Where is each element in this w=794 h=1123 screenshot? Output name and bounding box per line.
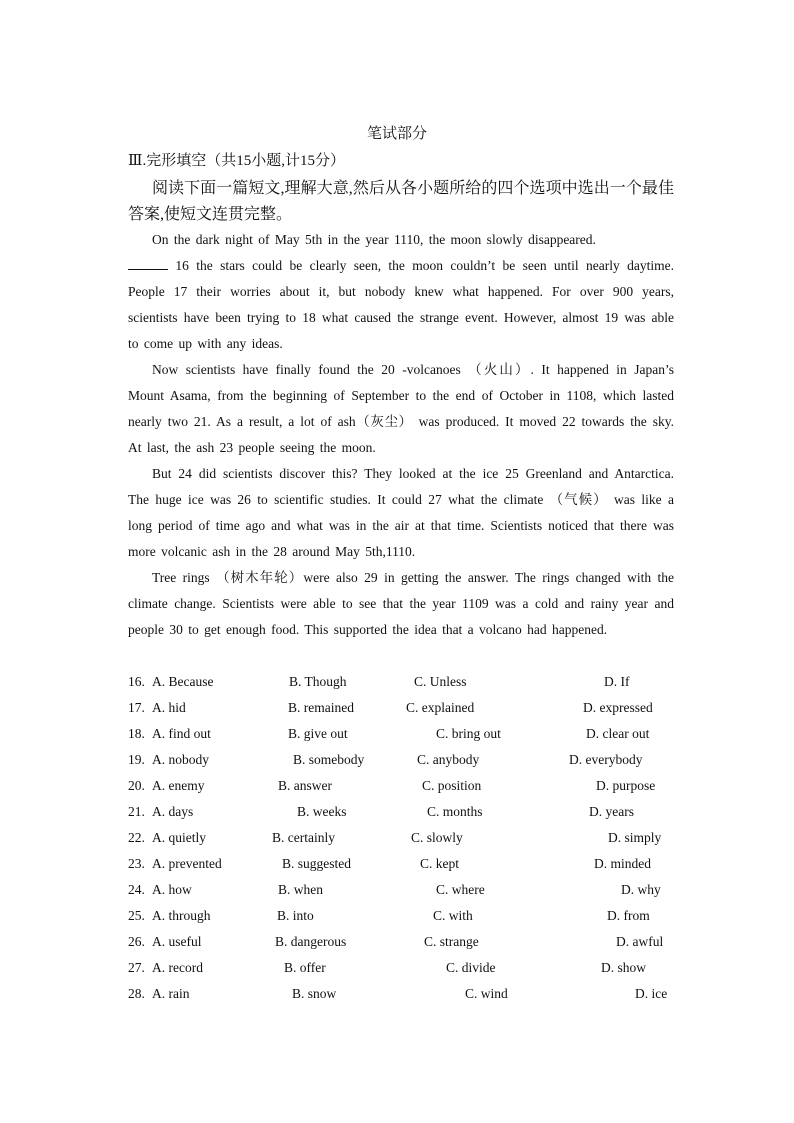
question-row [128, 721, 674, 747]
option-c: C. divide [446, 960, 496, 975]
option-c: C. explained [406, 700, 475, 715]
option-a: A. useful [152, 934, 202, 949]
option-a: A. find out [152, 726, 211, 741]
option-b: B. give out [288, 726, 348, 741]
question-row [128, 799, 674, 825]
paragraph-1-rest: 16 the stars could be clearly seen, the moon couldn’t be seen until nearly daytime. People 17 their worries about it, but nobody knew what happened. For over 900 years, scientists have been trying to 18 what caused the strange event. However, almost 19 was able to come up with any ideas. [128, 258, 674, 351]
question-row [128, 877, 674, 903]
option-a: A. enemy [152, 778, 205, 793]
option-b: B. offer [284, 960, 326, 975]
question-row [128, 851, 674, 877]
question-number: 18. [128, 726, 145, 741]
option-b: B. dangerous [275, 934, 347, 949]
option-c: C. strange [424, 934, 479, 949]
option-d: D. minded [594, 856, 651, 871]
option-b: B. remained [288, 700, 354, 715]
question-number: 19. [128, 752, 145, 767]
question-row [128, 981, 674, 1007]
option-d: D. expressed [583, 700, 653, 715]
question-options [128, 669, 674, 1007]
option-b: B. snow [292, 986, 337, 1001]
option-c: C. months [427, 804, 483, 819]
question-number: 17. [128, 700, 145, 715]
option-c: C. anybody [417, 752, 480, 767]
paragraph-1 [128, 227, 674, 357]
option-a: A. record [152, 960, 203, 975]
option-d: D. simply [608, 830, 662, 845]
question-number: 22. [128, 830, 145, 845]
option-d: D. years [589, 804, 634, 819]
question-number: 27. [128, 960, 145, 975]
option-d: D. If [604, 674, 630, 689]
option-c: C. slowly [411, 830, 463, 845]
question-number: 26. [128, 934, 145, 949]
question-row [128, 695, 674, 721]
option-c: C. where [436, 882, 485, 897]
cloze-passage [128, 227, 674, 643]
question-number: 23. [128, 856, 145, 871]
instructions: 阅读下面一篇短文,理解大意,然后从各小题所给的四个选项中选出一个最佳答案,使短文连贯完整。 [128, 180, 674, 223]
option-c: C. Unless [414, 674, 467, 689]
question-number: 16. [128, 674, 145, 689]
question-row [128, 903, 674, 929]
option-a: A. quietly [152, 830, 206, 845]
question-number: 25. [128, 908, 145, 923]
option-d: D. purpose [596, 778, 656, 793]
option-c: C. with [433, 908, 473, 923]
paragraph-3: But 24 did scientists discover this? They looked at the ice 25 Greenland and Antarctica. The huge ice was 26 to scientific studies. It could 27 what the climate （气候） was like a long period of time ago and what was in the air at that time. Scientists noticed that there was more volcanic ash in the 28 around May 5th,1110. [128, 466, 674, 559]
option-d: D. from [607, 908, 650, 923]
option-d: D. awful [616, 934, 664, 949]
question-row [128, 773, 674, 799]
option-d: D. show [601, 960, 647, 975]
option-b: B. somebody [293, 752, 365, 767]
option-a: A. Because [152, 674, 214, 689]
option-a: A. through [152, 908, 211, 923]
option-c: C. kept [420, 856, 459, 871]
option-b: B. answer [278, 778, 332, 793]
paragraph-2: Now scientists have finally found the 20 -volcanoes （火山）. It happened in Japan’s Mount Asama, from the beginning of September to the end of October in 1108, which lasted nearly two 21. As a result, a lot of ash（灰尘） was produced. It moved 22 towards the sky. At last, the ash 23 people seeing the moon. [128, 362, 674, 455]
paragraph-4: Tree rings （树木年轮）were also 29 in getting the answer. The rings changed with the climate change. Scientists were able to see that the year 1109 was a cold and rainy year and people 30 to get enough food. This supported the idea that a volcano had happened. [128, 570, 674, 637]
option-b: B. certainly [272, 830, 335, 845]
question-row [128, 669, 674, 695]
option-a: A. how [152, 882, 192, 897]
option-b: B. into [277, 908, 314, 923]
option-d: D. ice [635, 986, 668, 1001]
question-number: 24. [128, 882, 145, 897]
question-row [128, 825, 674, 851]
question-number: 28. [128, 986, 145, 1001]
question-row [128, 747, 674, 773]
question-number: 20. [128, 778, 145, 793]
option-c: C. bring out [436, 726, 501, 741]
option-a: A. hid [152, 700, 186, 715]
question-row [128, 929, 674, 955]
question-number: 21. [128, 804, 145, 819]
option-a: A. days [152, 804, 194, 819]
option-a: A. nobody [152, 752, 209, 767]
option-d: D. why [621, 882, 661, 897]
section-heading: Ⅲ.完形填空（共15小题,计15分） [128, 153, 345, 169]
option-d: D. everybody [569, 752, 643, 767]
option-b: B. Though [289, 674, 347, 689]
option-c: C. wind [465, 986, 508, 1001]
option-d: D. clear out [586, 726, 650, 741]
blank-line [128, 255, 168, 270]
paragraph-1-first-line: On the dark night of May 5th in the year 1110, the moon slowly disappeared. [152, 232, 596, 247]
option-a: A. rain [152, 986, 190, 1001]
option-a: A. prevented [152, 856, 222, 871]
option-c: C. position [422, 778, 482, 793]
option-b: B. suggested [282, 856, 351, 871]
question-row [128, 955, 674, 981]
option-b: B. weeks [297, 804, 347, 819]
option-b: B. when [278, 882, 323, 897]
page-title: 笔试部分 [366, 126, 427, 142]
